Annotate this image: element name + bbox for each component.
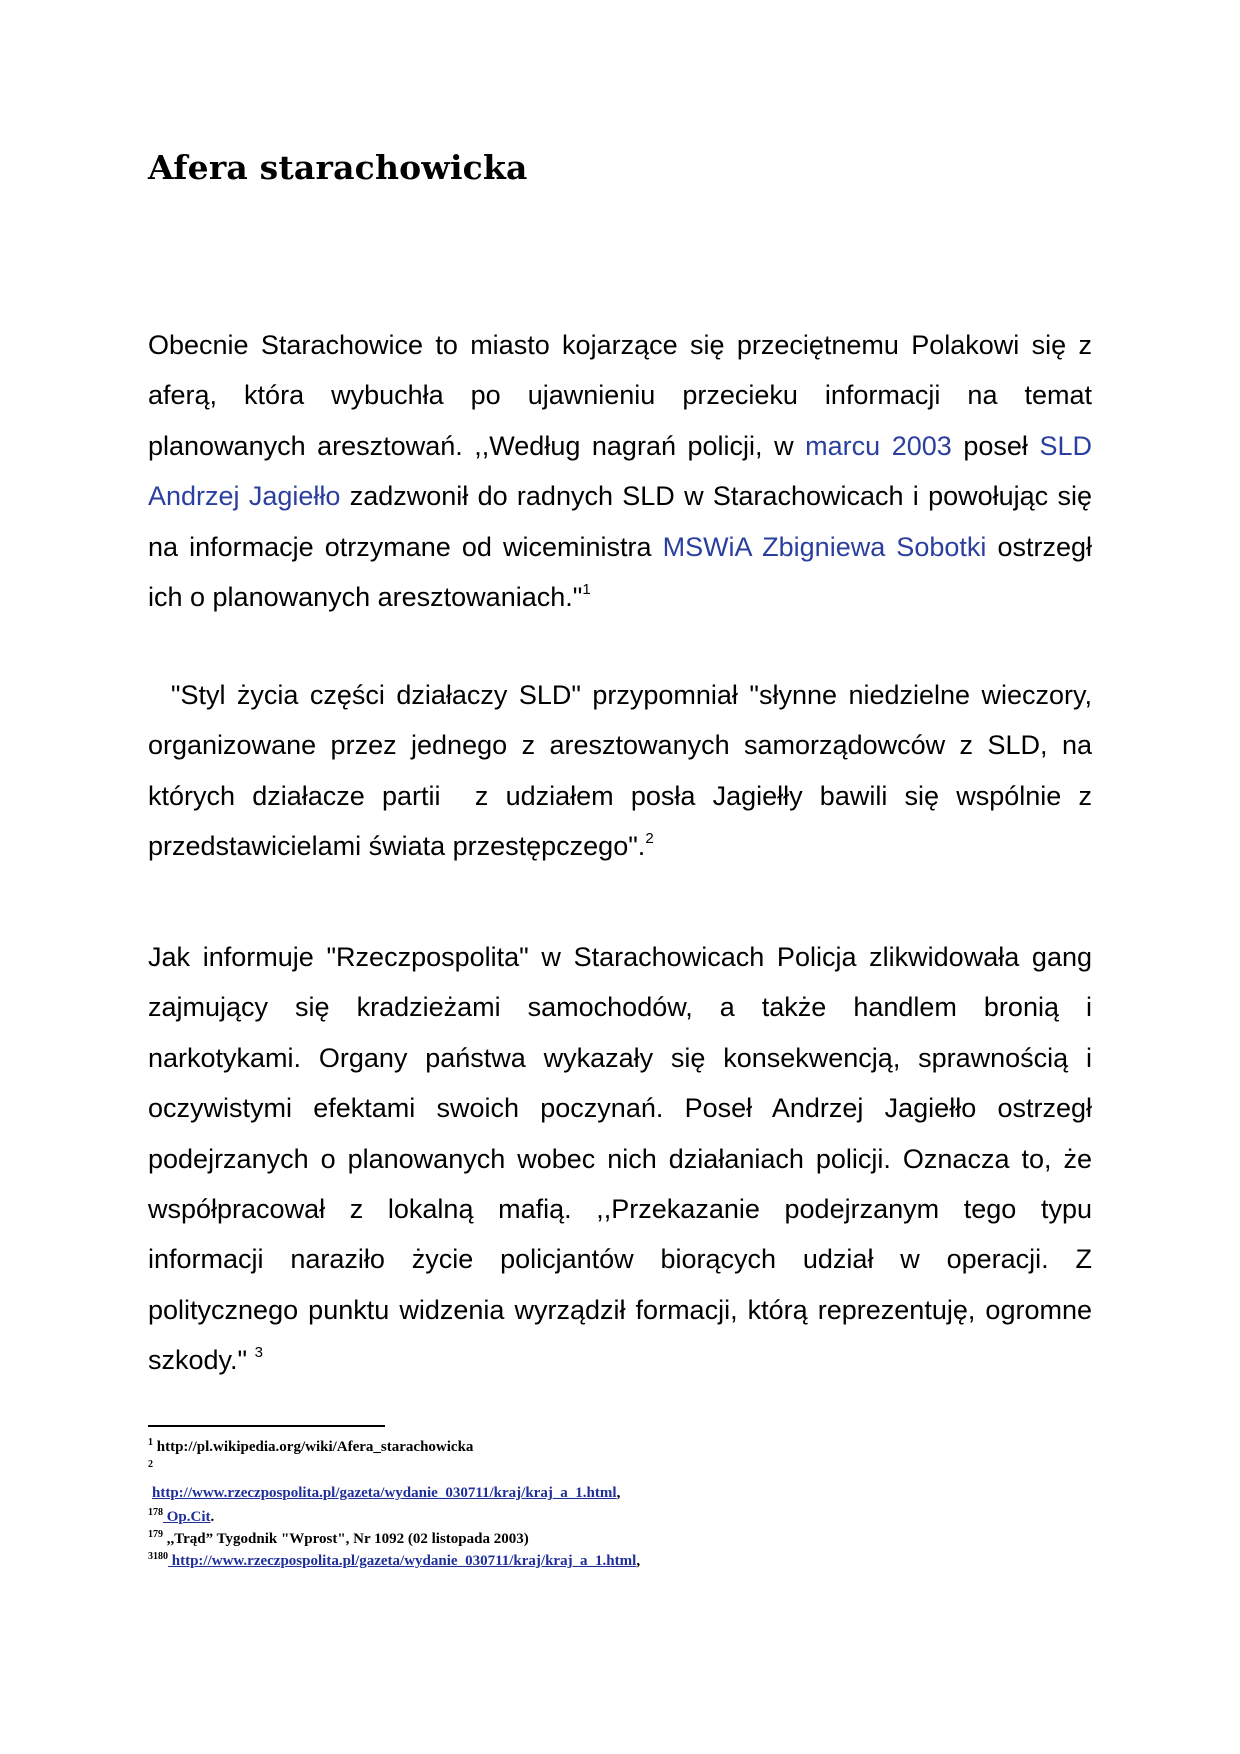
footnote-mark: 2 (148, 1459, 153, 1470)
footnote-179 (148, 1528, 1092, 1550)
footnote-mark: 179 (148, 1529, 163, 1540)
footnote-separator (148, 1425, 385, 1427)
footnote-mark: 1 (148, 1437, 153, 1448)
footnote-3180 (148, 1550, 1092, 1572)
paragraph-text: poseł (951, 430, 1040, 461)
paragraph-1 (148, 320, 1092, 622)
link-mswia-zbigniew-sobotka[interactable]: MSWiA Zbigniewa Sobotki (662, 531, 987, 562)
footnotes (148, 1436, 1092, 1572)
paragraph-text: ostrzegł ich o planowanych aresztowaniach." (148, 531, 1092, 613)
footnote-mark: 178 (148, 1507, 163, 1518)
footnote-2-link (148, 1482, 1092, 1506)
paragraph-text: "Styl życia części działaczy SLD" przypomniał "słynne niedzielne wieczory, organizowane przez jednego z aresztowanych samorządowców z SLD, na których działacze partii z udziałem posła Jagiełły bawili się wspólnie z przedstawicielami świata przestępczego". (148, 680, 1100, 862)
footnote-178 (148, 1506, 1092, 1528)
footnote-link[interactable]: http://www.rzeczpospolita.pl/gazeta/wydanie_030711/kraj/kraj_a_1.html (152, 1485, 617, 1501)
footnote-text: ,,Trąd” Tygodnik "Wprost", Nr 1092 (02 listopada 2003) (163, 1531, 529, 1547)
footnote-ref-2[interactable]: 2 (645, 830, 654, 848)
footnote-ref-1[interactable]: 1 (582, 581, 591, 599)
footnote-suffix: , (636, 1553, 641, 1569)
paragraph-text: zadzwonił do radnych SLD w Starachowicach i powołując się na informacje otrzymane od wiceministra (148, 481, 1093, 562)
link-sld-andrzej-jagiello[interactable]: SLD Andrzej Jagiełło (148, 430, 1092, 512)
footnote-text: http://pl.wikipedia.org/wiki/Afera_starachowicka (153, 1439, 474, 1455)
paragraph-text: Obecnie Starachowice to miasto kojarzące się przeciętnemu Polakowi się z aferą, która wybuchła po ujawnieniu przecieku informacji na temat planowanych aresztowań. ,,Według nagrań policji, w (148, 330, 1092, 461)
footnote-suffix: . (210, 1509, 215, 1525)
footnote-1 (148, 1436, 1092, 1458)
footnote-2 (148, 1458, 1092, 1482)
footnote-ref-3[interactable]: 3 (254, 1344, 263, 1362)
paragraph-3 (148, 932, 1092, 1386)
footnote-link[interactable]: Op.Cit (163, 1509, 211, 1525)
document-title: Afera starachowicka (148, 148, 528, 187)
footnote-link[interactable]: http://www.rzeczpospolita.pl/gazeta/wydanie_030711/kraj/kraj_a_1.html (168, 1553, 637, 1569)
footnote-suffix: , (616, 1485, 621, 1501)
paragraph-2 (148, 670, 1100, 872)
paragraph-text: Jak informuje "Rzeczpospolita" w Starachowicach Policja zlikwidowała gang zajmujący się kradzieżami samochodów, a także handlem bronią i narkotykami. Organy państwa wykazały się konsekwencją, sprawnością i oczywistymi efektami swoich poczynań. Poseł Andrzej Jagiełło ostrzegł podejrzanych o planowanych wobec nich działaniach policji. Oznacza to, że współpracował z lokalną mafią. ,,Przekazanie podejrzanym tego typu informacji naraziło życie policjantów biorących udział w operacji. Z politycznego punktu widzenia wyrządził formacji, którą reprezentuję, ogromne szkody." (148, 942, 1092, 1376)
link-marzec-2003[interactable]: marcu 2003 (805, 430, 952, 461)
footnote-mark: 3180 (148, 1551, 168, 1562)
